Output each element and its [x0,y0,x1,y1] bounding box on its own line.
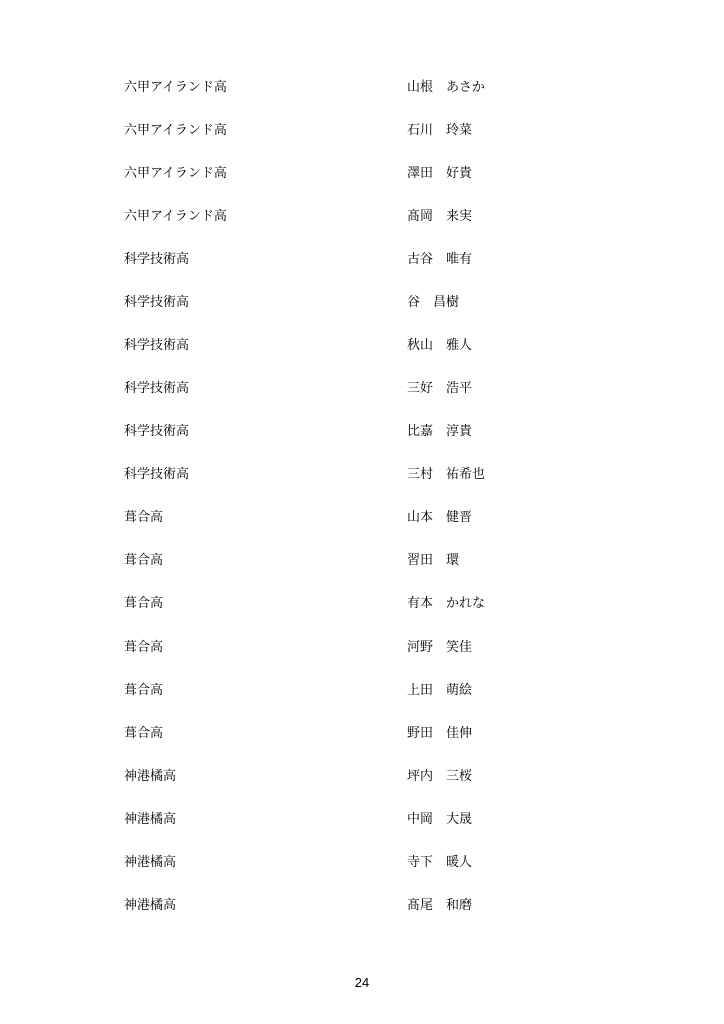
student-name: 河野 笑佳 [407,640,473,655]
school-name: 神港橘高 [124,855,177,870]
student-name: 澤田 好貴 [407,166,473,181]
roster-row [0,379,724,399]
school-name: 科学技術高 [124,252,190,267]
roster-row [0,767,724,787]
student-name: 髙岡 来実 [407,209,473,224]
roster-row [0,810,724,830]
student-name: 石川 玲菜 [407,123,473,138]
roster-row [0,336,724,356]
school-name: 六甲アイランド高 [124,80,227,95]
student-name: 三好 浩平 [407,381,473,396]
school-name: 科学技術高 [124,467,190,482]
roster-row [0,681,724,701]
student-name: 古谷 唯有 [407,252,473,267]
school-name: 神港橘高 [124,812,177,827]
school-name: 葺合高 [124,640,164,655]
roster-row [0,853,724,873]
school-name: 六甲アイランド高 [124,123,227,138]
roster-row [0,638,724,658]
school-name: 六甲アイランド高 [124,166,227,181]
student-name: 中岡 大晟 [407,812,473,827]
student-name: 比嘉 淳貴 [407,424,473,439]
student-name: 習田 環 [407,553,460,568]
student-name: 坪内 三桜 [407,769,473,784]
roster-row [0,164,724,184]
school-name: 神港橘高 [124,769,177,784]
roster-row [0,422,724,442]
school-name: 葺合高 [124,510,164,525]
student-name: 寺下 暖人 [407,855,473,870]
roster-row [0,508,724,528]
student-name: 三村 祐希也 [407,467,486,482]
roster-row [0,896,724,916]
student-name: 秋山 雅人 [407,338,473,353]
school-name: 科学技術高 [124,295,190,310]
student-name: 有本 かれな [407,596,486,611]
roster-row [0,465,724,485]
roster-row [0,78,724,98]
school-name: 葺合高 [124,553,164,568]
school-name: 六甲アイランド高 [124,209,227,224]
student-name: 山本 健晋 [407,510,473,525]
roster-row [0,293,724,313]
student-name: 野田 佳伸 [407,726,473,741]
student-name: 谷 昌樹 [407,295,460,310]
roster-row [0,724,724,744]
student-name: 山根 あさか [407,80,486,95]
student-name: 髙尾 和磨 [407,898,473,913]
school-name: 葺合高 [124,683,164,698]
school-name: 科学技術高 [124,338,190,353]
school-name: 科学技術高 [124,424,190,439]
school-name: 葺合高 [124,726,164,741]
student-name: 上田 萌絵 [407,683,473,698]
roster-row [0,594,724,614]
roster-row [0,551,724,571]
school-name: 葺合高 [124,596,164,611]
roster-row [0,121,724,141]
school-name: 科学技術高 [124,381,190,396]
roster-row [0,250,724,270]
roster-row [0,207,724,227]
school-name: 神港橘高 [124,898,177,913]
page-number: 24 [354,975,370,990]
